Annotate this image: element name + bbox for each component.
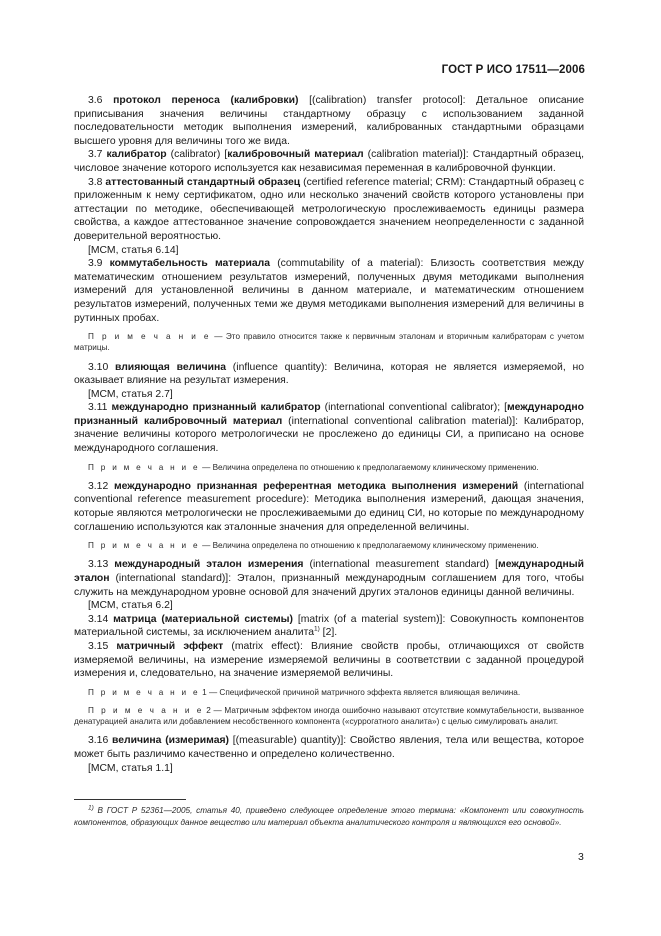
note-text: — Величина определена по отношению к предполагаемому клиническому применению. bbox=[199, 462, 539, 472]
term-3-8 bbox=[74, 176, 584, 244]
term-number: 3.12 bbox=[88, 480, 109, 492]
term-synonym: международный эталон bbox=[74, 559, 584, 585]
note-text: — Это правило относится также к первичным эталонам и вторичным калибраторам с учетом матрицы. bbox=[74, 332, 584, 353]
term-name: аттестованный стандартный образец bbox=[105, 176, 301, 188]
note-label: П р и м е ч а н и е bbox=[88, 541, 200, 551]
term-english: (international conventional calibrator); [ bbox=[320, 402, 507, 414]
term-number: 3.8 bbox=[88, 176, 103, 188]
note-text: — Величина определена по отношению к предполагаемому клиническому применению. bbox=[199, 541, 539, 551]
term-note bbox=[74, 331, 584, 353]
term-english: (calibrator) [ bbox=[166, 149, 228, 161]
note-label: П р и м е ч а н и е bbox=[88, 687, 200, 697]
term-reference: [МСМ, статья 1.1] bbox=[88, 762, 173, 774]
term-name: матрица (материальной системы) bbox=[113, 613, 294, 625]
footnote-divider bbox=[74, 799, 186, 800]
term-name: влияющая величина bbox=[114, 361, 227, 373]
footnote-marker: 1) bbox=[314, 625, 320, 633]
term-definition: (calibration material)]: Стандартный образец, числовое значение которого используется как независимая переменная в калибровочной функции. bbox=[74, 149, 584, 174]
note-text: 2 — Матричным эффектом иногда ошибочно называют отсутствие коммутабельности, вызванное денатурацией аналита или добавлением несобственного компонента («суррогатного аналита») с целью симулировать аналит. bbox=[74, 705, 584, 727]
term-note bbox=[74, 540, 584, 551]
term-number: 3.16 bbox=[88, 735, 109, 747]
term-name: калибратор bbox=[106, 149, 167, 161]
term-3-11 bbox=[74, 401, 584, 455]
term-number: 3.14 bbox=[88, 613, 109, 625]
term-name: международно признанная референтная методика выполнения измерений bbox=[113, 480, 519, 492]
footnote bbox=[74, 805, 584, 828]
term-name: международно признанный калибратор bbox=[111, 402, 321, 414]
term-name: международный эталон измерения bbox=[114, 559, 304, 571]
term-note bbox=[74, 462, 584, 473]
document-body bbox=[74, 94, 584, 775]
term-definition: (commutability of a material): Близость соответствия между математическим отношением результатов измерений, полученных двумя методиками выполнения измерений для установленной величины в данном материале, и математическим отношением результатов измерений, полученных теми же двумя методиками выполнения измерений для величины в рутинных пробах. bbox=[74, 258, 585, 324]
term-definition: (international conventional calibration material)]: Калибратор, значение величины которого метрологически не прослежено до единицы СИ, а приписано на основе международного соглашения. bbox=[74, 415, 584, 455]
term-definition: (matrix effect): Влияние свойств пробы, отличающихся от свойств измеряемой величины, на измерение измеряемой величины в соответствии с заданной процедурой измерения и, следовательно, на значение измеряемой величины. bbox=[74, 641, 584, 680]
term-number: 3.10 bbox=[88, 361, 109, 373]
term-definition: (certified reference material; CRM): Стандартный образец с приложенным к нему сертификатом, одно или несколько значений свойств которого установлены при аттестации по методике, обеспечивающей метрологическую прослеживаемость единицы размера свойства, а каждое аттестованное значение сопровождается значением неопределенности с заданной доверительной вероятностью. bbox=[74, 176, 584, 242]
term-number: 3.6 bbox=[88, 95, 103, 106]
term-definition: (international conventional reference measurement procedure): Методика выполнения измерений, дающая значения, которые являются метрологически не прослеживаемыми до единиц СИ, но которые по международному соглашению используются как эталонные значения для определенной величины. bbox=[74, 480, 584, 533]
term-name: матричный эффект bbox=[116, 641, 224, 652]
term-synonym: международно признанный калибровочный материал bbox=[74, 402, 584, 427]
term-definition: [(calibration) transfer protocol]: Детальное описание приписывания значения величины стандартному образцу с использованием заданной последовательности методик выполнения измерений, калиброванных стандартными образцами высшего уровня для величины того же вида. bbox=[74, 95, 584, 147]
note-label: П р и м е ч а н и е bbox=[88, 705, 204, 715]
term-number: 3.13 bbox=[88, 559, 109, 571]
note-text: 1 — Специфической причиной матричного эффекта является влияющая величина. bbox=[199, 687, 521, 697]
term-3-10 bbox=[74, 361, 584, 388]
term-reference: [МСМ, статья 2.7] bbox=[88, 388, 173, 400]
term-note-2 bbox=[74, 705, 584, 727]
term-definition: [(measurable) quantity)]: Свойство явления, тела или вещества, которое может быть различимо качественно и определено количественно. bbox=[74, 735, 584, 760]
term-3-7 bbox=[74, 148, 584, 175]
term-number: 3.11 bbox=[88, 402, 108, 414]
term-number: 3.15 bbox=[88, 641, 109, 652]
term-name: коммутабельность материала bbox=[109, 258, 271, 270]
term-3-12 bbox=[74, 480, 584, 534]
term-3-16 bbox=[74, 734, 584, 761]
term-name: протокол переноса (калибровки) bbox=[113, 95, 299, 106]
page-number: 3 bbox=[578, 851, 584, 863]
term-reference: [МСМ, статья 6.14] bbox=[88, 244, 179, 256]
term-3-9 bbox=[74, 257, 584, 325]
note-label: П р и м е ч а н и е bbox=[88, 462, 200, 472]
term-number: 3.7 bbox=[88, 149, 103, 161]
footnote-marker: 1) bbox=[88, 804, 94, 812]
document-header: ГОСТ Р ИСО 17511—2006 bbox=[441, 64, 585, 76]
term-english: (international measurement standard) [ bbox=[303, 559, 499, 571]
note-label: П р и м е ч а н и е bbox=[88, 332, 211, 342]
term-note-1 bbox=[74, 687, 584, 698]
term-number: 3.9 bbox=[88, 258, 103, 270]
term-reference: [МСМ, статья 6.2] bbox=[88, 600, 173, 612]
footnote-text: В ГОСТ Р 52361—2005, статья 40, приведено следующее определение этого термина: «Компонент или совокупность компонентов, образующих данное вещество или материал объекта аналитического контроля и являющихся его основой». bbox=[74, 806, 584, 827]
term-definition: (influence quantity): Величина, которая не является измеряемой, но оказывает влияние на результат измерения. bbox=[74, 361, 584, 387]
term-3-15 bbox=[74, 640, 584, 681]
term-name: величина (измеримая) bbox=[111, 735, 229, 747]
term-3-6 bbox=[74, 94, 584, 148]
term-3-14 bbox=[74, 613, 584, 640]
term-synonym: калибровочный материал bbox=[227, 149, 364, 161]
term-citation: [2]. bbox=[319, 627, 338, 639]
term-definition: [matrix (of a material system)]: Совокупность компонентов материальной системы, за исключением аналита bbox=[74, 613, 584, 639]
term-definition: (international standard)]: Эталон, признанный международным соглашением для того, чтобы служить на международном уровне основой для значений других эталонов единицы данной величины. bbox=[74, 573, 584, 598]
term-3-13 bbox=[74, 558, 584, 599]
